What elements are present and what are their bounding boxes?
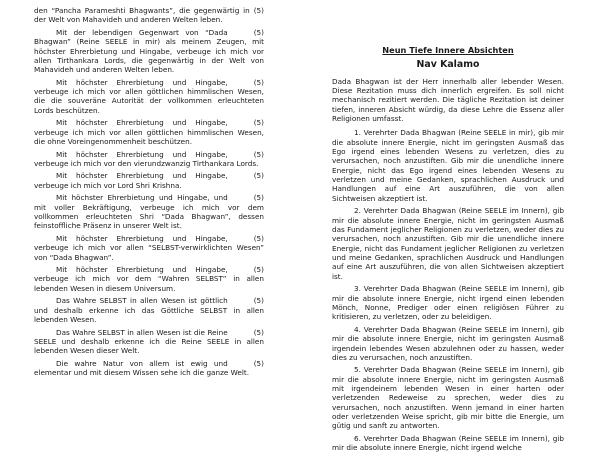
intention-item-4: 4. Verehrter Dada Bhagwan (Reine SEELE im Innern), gib mir die absolute innere Energie, nicht im geringsten Ausmaß irgendein lebendes Wesen abzulehnen oder zu hassen, weder dies zu verursachen, noch anzustiften. [332,324,564,362]
left-paragraph-8 [34,234,264,262]
left-paragraph-2 [34,28,264,75]
paragraph-text: Das Wahre SELBST in allen Wesen ist göttlich und deshalb erkenne ich das Göttliche SELBST in allen lebenden Wesen. [34,296,264,324]
paragraph-count: (5) [253,193,264,203]
section-subtitle: Nav Kalamo [416,59,480,71]
intention-item-5: 5. Verehrter Dada Bhagwan (Reine SEELE im Innern), gib mir die absolute innere Energie, nicht im geringsten Ausmaß mit irgendeinem lebenden Wesen in einer harten oder verletzenden Redeweise zu sprechen, weder dies zu verursachen, noch anzustiften. Wenn jemand in einer harten oder verletzenden Weise spricht, gib mir bitte die Energie, um gütig und sanft zu antworten. [332,365,564,431]
paragraph-count: (5) [253,118,264,128]
intention-item-3: 3. Verehrter Dada Bhagwan (Reine SEELE im Innern), gib mir die absolute innere Energie, nicht irgend einen lebenden Mönch, Nonne, Prediger oder einen religiösen Führer zu kritisieren, zu verletzen, oder zu beleidigen. [332,284,564,322]
paragraph-count: (5) [253,265,264,275]
paragraph-count: (5) [253,149,264,159]
paragraph-count: (5) [253,296,264,306]
paragraph-count: (5) [253,327,264,337]
left-paragraph-1 [34,6,264,25]
paragraph-text: Mit höchster Ehrerbietung und Hingabe, verbeuge ich mich vor Lord Shri Krishna. [34,171,228,190]
intro-paragraph: Dada Bhagwan ist der Herr innerhalb aller lebender Wesen. Diese Rezitation muss dich innerlich ergreifen. Es soll nicht mechanisch rezitiert werden. Die tägliche Rezitation ist deiner tiefen, inneren Absicht würdig, da diese Lehre die Essenz aller Religionen umfasst. [332,76,564,124]
paragraph-count: (5) [253,77,264,87]
left-paragraph-10 [34,296,264,324]
left-paragraph-12 [34,359,264,378]
paragraph-text: Mit höchster Ehrerbietung und Hingabe, verbeuge ich mich vor allen göttlichen himmlischen Wesen, die ohne Voreingenommenheit beschützen. [34,118,264,147]
section-title: Neun Tiefe Innere Absichten [382,45,514,55]
left-paragraph-11 [34,328,264,356]
paragraph-text: Mit höchster Ehrerbietung und Hingabe, verbeuge ich mich vor den vierundzwanzig Tirthankara Lords. [34,149,259,168]
paragraph-count: (5) [253,27,264,37]
paragraph-count: (5) [253,358,264,368]
intention-item-2: 2. Verehrter Dada Bhagwan (Reine SEELE im Innern), gib mir die absolute innere Energie, nicht im geringsten Ausmaß das Fundament jeglicher Religionen zu verletzen, weder dies zu verursachen, noch anzustiften. Gib mir die unendliche innere Energie, nicht das Fundament jeglicher Religionen zu verletzen und meine Gedanken, sprachlichen Ausdruck und Handlungen auf eine Art auszuführen, die von allen Sichtweisen akzeptiert ist. [332,206,564,281]
left-paragraph-9 [34,265,264,293]
paragraph-count: (5) [253,171,264,181]
paragraph-text: Mit höchster Ehrerbietung und Hingabe, verbeuge ich mich vor allen “SELBST-verwirklichten Wesen” von “Dada Bhagwan”. [34,233,264,262]
paragraph-text: Mit höchster Ehrerbietung und Hingabe, verbeuge ich mich vor allen göttlichen himmlischen Wesen, die die souveräne Autorität der vollkommen erleuchteten Lords beschützen. [34,77,264,115]
right-page [332,6,564,456]
paragraph-text: Das Wahre SELBST in allen Wesen ist die Reine SEELE und deshalb erkenne ich die Reine SEELE in allen lebenden Wesen dieser Welt. [34,327,264,356]
left-paragraph-7 [34,193,264,230]
paragraph-text: Die wahre Natur von allem ist ewig und elementar und mit diesem Wissen sehe ich die ganze Welt. [34,358,250,378]
intention-item-6: 6. Verehrter Dada Bhagwan (Reine SEELE im Innern), gib mir die absolute innere Energie, nicht irgend welche [332,434,564,453]
paragraph-text: den “Pancha Parameshti Bhagwants”, die gegenwärtig in der Welt von Mahavideh und anderen Welten leben. [34,6,250,25]
left-paragraph-6 [34,171,264,190]
paragraph-count: (5) [253,6,264,15]
left-paragraph-3 [34,78,264,115]
left-paragraph-5 [34,150,264,169]
intention-item-1: 1. Verehrter Dada Bhagwan (Reine SEELE in mir), gib mir die absolute innere Energie, nicht im geringsten Ausmaß das Ego irgend eines lebenden Wesens zu verletzen, dies zu verursachen, noch anzustiften. Gib mir die unendliche innere Energie, nicht das Ego irgend eines lebenden Wesens zu verletzen und meine Gedanken, sprachlichen Ausdruck und Handlungen auf eine Art auszuführen, die von allen Sichtweisen akzeptiert ist. [332,128,564,203]
paragraph-text: Mit höchster Ehrerbietung und Hingabe, und mit voller Bekräftigung, verbeuge ich mich vor dem vollkommen erleuchteten Shri “Dada Bhagwan”, dessen feinstoffliche Präsenz in unserer Welt ist. [34,193,264,231]
left-page [34,6,264,381]
paragraph-text: Mit höchster Ehrerbietung und Hingabe, verbeuge ich mich vor dem “Wahren SELBST” in allen lebenden Wesen in diesem Universum. [34,265,264,293]
paragraph-text: Mit der lebendigen Gegenwart von “Dada Bhagwan” (Reine SEELE in mir) als meinem Zeugen, mit höchster Ehrerbietung und Hingabe, verbeuge ich mich vor allen Tirthankara Lords, die gegenwärtig in der Welt von Mahavideh und anderen Welten leben. [34,27,264,75]
paragraph-count: (5) [253,233,264,243]
left-paragraph-4 [34,118,264,146]
